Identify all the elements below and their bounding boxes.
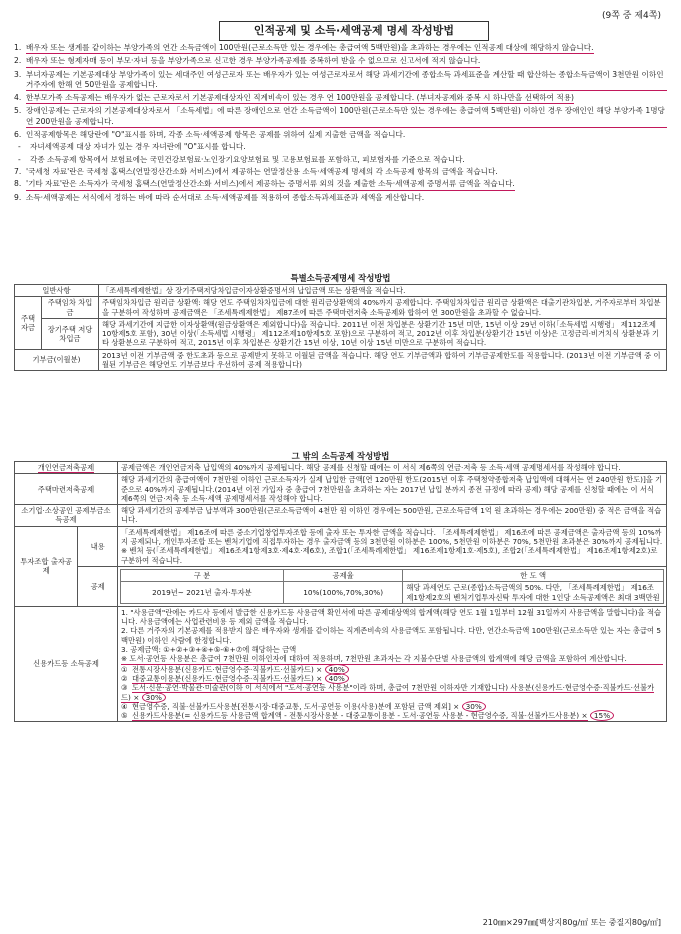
- rate-badge: 30%: [462, 701, 486, 712]
- general-text: 「조세특례제한법」상 장기주택저당차입금이자상환증명서의 납입금액 또는 상환액을 적습니다.: [99, 285, 667, 297]
- other-deduction-table: [14, 461, 667, 722]
- paper-spec-footer: 210㎜×297㎜[백상지80g/㎡ 또는 중질지80g/㎡]: [482, 918, 661, 927]
- donation-label: 기부금(이월분): [15, 349, 99, 371]
- house-saving-text: 해당 과세기간의 총급여액이 7천만원 이하인 근로소득자가 실제 납입한 금액[연 120만원 한도(2015년 이후 주택청약종합저축 납입액에 대해서는 연 240만원 한도)]을 기준으로 40%까지 공제됩니다.(2014년 이전 가입자 중 총급여 7천만원을 초과하는 자는 2017년 납입 분까지 종전 규정에 따라 공제) 해당 공제를 신청할 때에는 이 서식 제6쪽의 연금·저축 등 소득·세액 공제명세서를 작성해야 합니다.: [118, 474, 667, 505]
- smb-label: 소기업·소상공인 공제부금소득공제: [15, 505, 118, 527]
- rate-badge: 40%: [325, 664, 349, 675]
- special-deduction-table: [14, 284, 667, 371]
- instruction-item: 7. '국세청 자료'란은 국세청 홈택스(연말정산간소화 서비스)에서 제공하는 연말정산용 소득·세액공제 명세의 각 소득공제 항목의 금액을 적습니다.: [14, 166, 498, 176]
- invest-content: 「조세특례제한법」 제16조에 따른 중소기업창업투자조합 등에 출자 또는 투자한 금액을 적습니다. 「조세특례제한법」 제16조에 따른 공제금액은 출자금액 등의 10%까지 공제되나, 개인투자조합 또는 벤처기업에 직접투자하는 경우 출자금액 등의 3천만원 이하분은 100%, 5천만원 이하분은 70%, 5천만원 초과분은 30%까지 공제됩니다. ※ 벤처 등(「조세특례제한법」 제16조제1항제3호·제4호·제6호), 조합1(「조세특례제한법」 제16조제1항제1호·제5호), 조합2(「조세특례제한법」 제16조제1항제2호)로 구분하여 적습니다.: [118, 526, 667, 566]
- instruction-item: 6. 인적공제항목은 해당란에 "O"표시를 하며, 각종 소득·세액공제 항목은 공제를 위하여 실제 지출한 금액을 적습니다.: [14, 130, 406, 140]
- inner-cell: 해당 과세연도 근로(종합)소득금액의 50%. 다만, 「조세특례제한법」 제16조제1항제2호의 벤처기업투자신탁 투자에 대한 1인당 소득공제액은 최대 3백만원: [403, 582, 664, 604]
- card-label: 신용카드등 소득공제: [15, 606, 118, 722]
- donation-text: 2013년 이전 기부금액 중 한도초과 등으로 공제받지 못하고 이월된 금액을 적습니다. 해당 연도 기부금액과 합하여 기부금공제한도를 적용합니다. (2013년 이전 기부금액 중 이월된 기부금은 해당연도 기부금보다 우선하여 공제 적용합니다): [99, 349, 667, 371]
- inner-cell: 2019년~ 2021년 출자·투자분: [121, 582, 284, 604]
- card-item: 3. 공제금액: ①+②+③+④+⑤-⑥+⑦에 해당하는 금액: [121, 645, 297, 655]
- special-section-title: 특별소득공제명세 작성방법: [290, 273, 391, 283]
- other-section-title: 그 밖의 소득공제 작성방법: [291, 451, 390, 461]
- card-content: [118, 606, 667, 722]
- instruction-item: 9. 소득·세액공제는 서식에서 정하는 바에 따라 순서대로 소득·세액공제를 적용하여 종합소득과세표준과 세액을 계산합니다.: [14, 192, 425, 202]
- instruction-subitem: - 자녀세액공제 대상 자녀가 있는 경우 자녀란에 "O"표시를 합니다.: [18, 142, 246, 152]
- card-line: ② 대중교통이용분(신용카드·현금영수증·직불카드·선불카드) × 40%: [121, 674, 663, 683]
- instruction-item: 2. 배우자 또는 형제자매 등이 부모·자녀 등을 부양가족으로 신고한 경우 부양가족공제를 중복하여 받을 수 없으므로 신고서에 적지 않습니다.: [14, 56, 667, 67]
- lease-label: 주택임차 차입금: [42, 297, 99, 319]
- mortgage-text: 해당 과세기간에 지급한 이자상환액(원금상환액은 제외합니다)을 적습니다. 2011년 이전 차입분은 상환기간 15년 미만, 15년 이상 29년 이하(「소득세법 시행령」 제112조제10항제5호 포함), 30년 이상(「소득세법 시행령」 제112조제10항제5호 포함)으로 구분하여 적고, 2012년 이후 차입분(상환기간 15년 이상)은 고정금리·비거치식 상환분과 기타 상환분으로 구분하여 적고, 2015년 이후 차입분은 상환기간 15년 이상, 10년 이상 15년 미만으로 구분하여 적습니다.: [99, 318, 667, 349]
- page-title: 인적공제 및 소득·세액공제 명세 작성방법: [219, 21, 489, 41]
- instructions-list: [14, 43, 667, 205]
- house-saving-label: 주택마련저축공제: [15, 474, 118, 505]
- pension-label: 개인연금저축공제: [37, 463, 95, 472]
- inner-header: 구 분: [121, 569, 284, 581]
- invest-rate-table: [120, 569, 664, 604]
- invest-label: 투자조합 출자공제: [15, 526, 78, 606]
- instruction-item: 1. 배우자 또는 생계를 같이하는 부양가족의 연간 소득금액이 100만원(근로소득만 있는 경우에는 총급여액 5백만원)을 초과하는 경우에는 인적공제 대상에 해당하지 않습니다.: [14, 43, 667, 54]
- invest-content-label: 내용: [78, 526, 118, 566]
- inner-header: 한 도 액: [403, 569, 664, 581]
- card-line: ⑤ 신용카드사용분(= 신용카드등 사용금액 합계액 - 전통시장사용분 - 대중교통이용분 - 도서·공연등 사용분 - 현금영수증, 직불·선불카드사용분) × 15%: [121, 711, 663, 720]
- housing-label: 주택 자금: [15, 297, 42, 349]
- page-number: (9쪽 중 제4쪽): [602, 11, 661, 21]
- instruction-item: 8. '기타 자료'란은 소득자가 국세청 홈택스(연말정산간소화 서비스)에서 제공하는 증명서류 외의 것을 제출한 소득·세액공제 증명서류 금액을 적습니다.: [14, 179, 667, 190]
- inner-cell: 10%(100%,70%,30%): [283, 582, 402, 604]
- rate-badge: 40%: [325, 673, 349, 684]
- card-line: ④ 현금영수증, 직불·선불카드사용분[전통시장·대중교통, 도서·공연등 이용(사용)분에 포함된 금액 제외] × 30%: [121, 702, 663, 711]
- rate-badge: 30%: [142, 692, 166, 703]
- instruction-item: 4. 한부모가족 소득공제는 배우자가 없는 근로자로서 기본공제대상자인 직계비속이 있는 경우 연 100만원을 공제합니다. (부녀자공제와 중복 시 하나만을 선택하여 적용): [14, 93, 667, 104]
- card-line: ③ 도서·신문·공연·박물관·미술관(이하 이 서식에서 "도서·공연등 사용분"이라 하며, 총급여 7천만원 이하자만 기재합니다) 사용분(신용카드·현금영수증·직불카드·선불카드) × 30%: [121, 683, 655, 702]
- instruction-item: 3. 부녀자공제는 기본공제대상 부양가족이 있는 세대주인 여성근로자 또는 배우자가 있는 여성근로자로서 해당 과세기간에 종합소득 과세표준을 계산할 때 합산하는 종합소득금액이 3천만원 이하인 거주자에 한해 연 50만원을 공제합니다.: [14, 70, 667, 92]
- inner-header: 공제율: [283, 569, 402, 581]
- general-label: 일반사항: [15, 285, 99, 297]
- smb-text: 해당 과세기간의 공제부금 납부액과 300만원(근로소득금액이 4천만 원 이하인 경우에는 500만원, 근로소득금액 1억 원 초과하는 경우에는 200만원) 중 적은 금액을 적습니다.: [118, 505, 667, 527]
- card-item: 1. "사용금액"란에는 카드사 등에서 발급한 신용카드등 사용금액 확인서에 따른 공제대상액의 합계액(해당 연도 1월 1일부터 12월 31일까지 사용금액을 말합니다)을 적습니다. 사용금액에는 사업관련비용 등 제외 금액을 적습니다.: [121, 607, 662, 627]
- lease-text: 주택임차차입금 원리금 상환액: 해당 연도 주택임차차입금에 대한 원리금상환액의 40%까지 공제합니다. 주택임차차입금 원리금 상환액은 대출기관차입분, 거주자로부터 차입분을 구분하여 작성하며 공제금액은 「조세특례제한법」 제87조에 따른 주택마련저축 소득공제와 합하여 연 300만원을 초과할 수 없습니다.: [99, 297, 667, 319]
- mortgage-label: 장기주택 저당차입금: [42, 318, 99, 349]
- instruction-subitem: - 각종 소득공제 항목에서 보험료에는 국민건강보험료·노인장기요양보험료 및 고용보험료를 포함하고, 피보험자를 기준으로 적습니다.: [18, 154, 465, 164]
- card-line: ① 전통시장사용분(신용카드·현금영수증·직불카드·선불카드) × 40%: [121, 665, 663, 674]
- pension-text: 공제금액은 개인연금저축 납입액의 40%까지 공제됩니다. 해당 공제를 신청할 때에는 이 서식 제6쪽의 연금·저축 등 소득·세액 공제명세서를 작성해야 합니다.: [118, 462, 667, 474]
- form-page: [14, 6, 667, 928]
- card-item: 2. 다른 거주자의 기본공제를 적용받지 않은 배우자와 생계를 같이하는 직계존비속의 사용금액도 포함됩니다. 다만, 연간소득금액 100만원(근로소득만 있는 자는 총급여 5백만원) 이하인 사람에 한정합니다.: [121, 626, 661, 645]
- invest-deduct-label: 공제: [78, 566, 118, 606]
- instruction-item: 5. 장애인공제는 근로자의 기본공제대상자로서 「소득세법」에 따른 장애인으로 연간 소득금액이 100만원(근로소득만 있는 경우에는 총급여액 5백만원) 이하인 경우 장애인인 해당 부양가족 1명당 연 200만원을 공제합니다.: [14, 106, 667, 128]
- card-item: ※ 도서·공연등 사용분은 총급여 7천만원 이하인자에 대하여 적용하며, 7천만원 초과자는 각 지불수단별 사용금액의 합계액에 해당 금액을 포함하여 계산합니다.: [121, 654, 663, 664]
- rate-badge: 15%: [590, 710, 614, 721]
